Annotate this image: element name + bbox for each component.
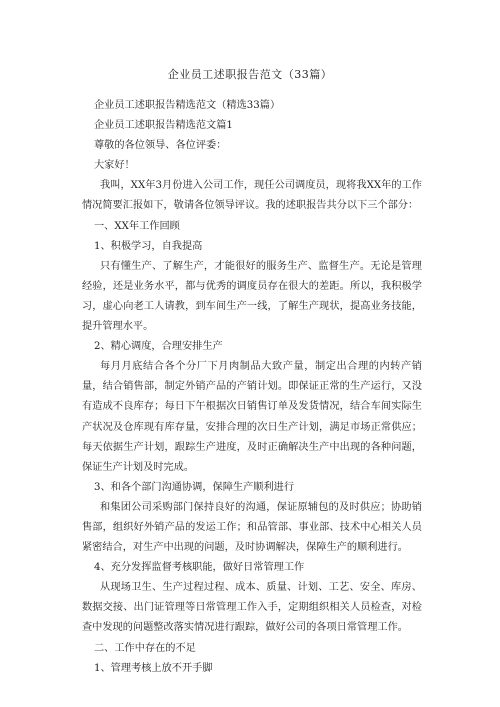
heading-shortcomings: 二、工作中存在的不足 <box>94 642 196 654</box>
heading-item-4: 4、充分发挥监督考核职能，做好日常管理工作 <box>94 562 305 574</box>
page-title: 企业员工述职报告范文（33篇） <box>167 68 333 81</box>
subtitle: 企业员工述职报告精选范文（精选33篇） <box>94 100 281 111</box>
heading-item-3: 3、和各个部门沟通协调，保障生产顺利进行 <box>94 481 295 493</box>
heading-review: 一、XX年工作回顾 <box>94 220 180 232</box>
section-heading: 企业员工述职报告精选范文篇1 <box>94 120 233 132</box>
salutation: 尊敬的各位领导、各位评委： <box>94 140 227 152</box>
document-body <box>82 96 422 679</box>
greeting: 大家好！ <box>94 160 135 172</box>
paragraph-item-3: 和集团公司采购部门保持良好的沟通，保证原辅包的及时供应；协助销售部，组织好外销产品的发运工作；和品管部、事业部、技术中心相关人员紧密结合，对生产中出现的问题，及时协调解决，保障生产的顺利进行。 <box>82 501 422 554</box>
paragraph-item-1: 只有懂生产、了解生产，才能很好的服务生产、监督生产。无论是管理经验，还是业务水平，都与优秀的调度员存在很大的差距。所以，我积极学习，虚心向老工人请教，到车间生产一线，了解生产现状，提高业务技能，提升管理水平。 <box>82 260 422 333</box>
heading-item-2: 2、精心调度，合理安排生产 <box>94 341 223 353</box>
paragraph-item-2: 每月月底结合各个分厂下月肉制品大致产量，制定出合理的内转产销量，结合销售部，制定外销产品的产销计划。即保证正常的生产运行，又没有造成不良库存；每日下午根据次日销售订单及发货情况，结合车间实际生产状况及仓库现有库存量，安排合理的次日生产计划，满足市场正常供应；每天依据生产计划，跟踪生产进度，及时正确解决生产中出现的各种问题，保证生产计划及时完成。 <box>82 361 422 473</box>
heading-item-1: 1、积极学习，自我提高 <box>94 240 203 252</box>
heading-shortcoming-1: 1、管理考核上放不开手脚 <box>94 662 213 674</box>
paragraph-item-4: 从现场卫生、生产过程过程、成本、质量、计划、工艺、安全、库房、数据交接、出门证管理等日常管理工作入手，定期组织相关人员检查，对检查中发现的问题整改落实情况进行跟踪，做好公司的各项日常管理工作。 <box>82 582 422 634</box>
paragraph-intro: 我叫，XX年3月份进入公司工作，现任公司调度员，现将我XX年的工作情况简要汇报如下，敬请各位领导评议。我的述职报告共分以下三个部分： <box>82 180 422 212</box>
